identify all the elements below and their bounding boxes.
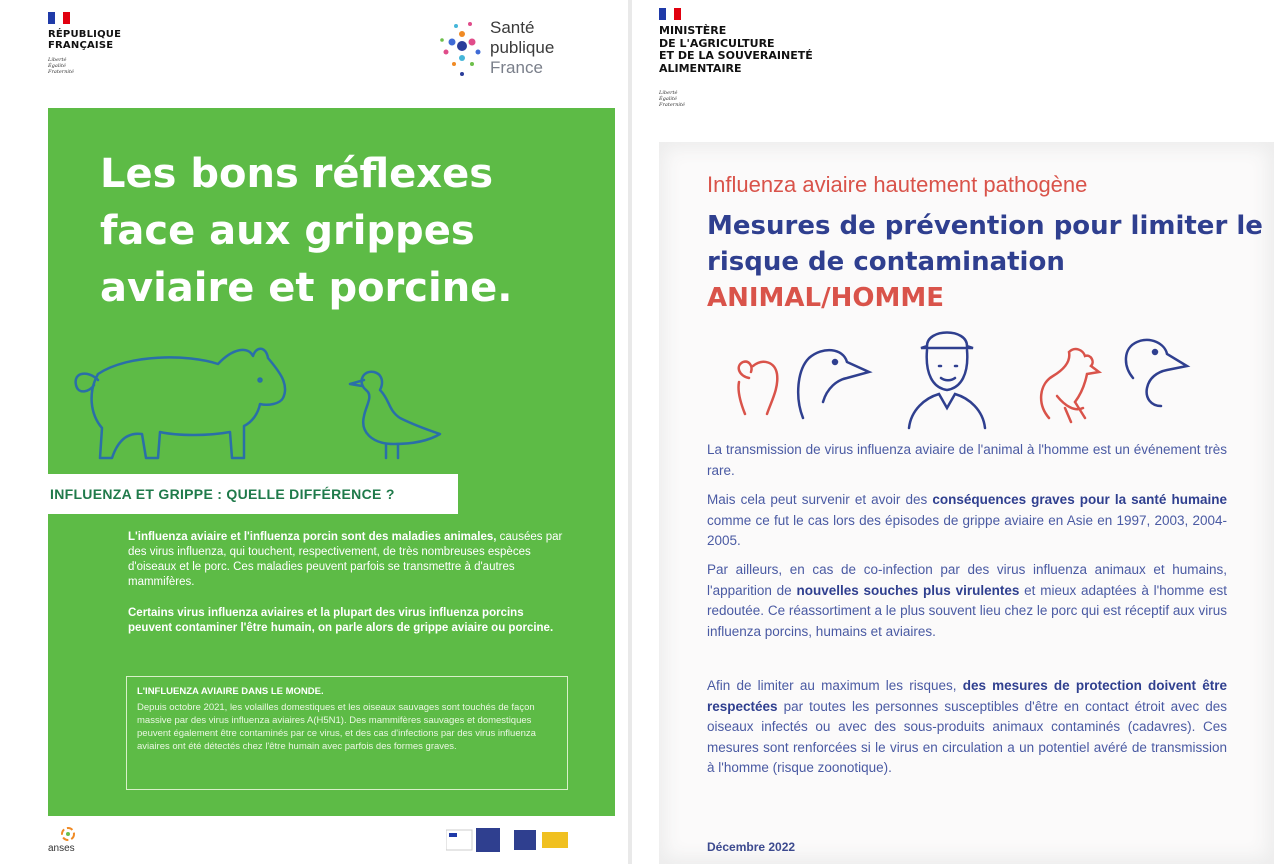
right-document <box>632 0 1274 864</box>
sheet-subtitle: Influenza aviaire hautement pathogène <box>707 172 1088 197</box>
box-body: Depuis octobre 2021, les volailles domestiques et les oiseaux sauvages sont touchés de façon massive par des virus influenza aviaires A(H5N1). Des mammifères sauvages et domestiques peuvent également être contaminés par ce virus, et des cas d'infections par des virus influenza aviaires ont été détectés chez l'être humain avec parfois des formes graves. <box>137 702 536 752</box>
p3-a: Par ailleurs, en cas de co-infection par des virus influenza animaux et humains, l'apparition de <box>707 562 1227 598</box>
poster-title: Les bons réflexes face aux grippes aviaire et porcine. <box>100 151 513 311</box>
p2-a: Mais cela peut survenir et avoir des <box>707 492 933 507</box>
p4-a: Afin de limiter au maximum les risques, <box>707 678 963 693</box>
p4-c: par toutes les personnes susceptibles d'être en contact étroit avec des oiseaux infectés ou avec des sous-produits animaux contaminés (cadavres). Ces mesures sont renforcées si le virus en circulation a un potentiel avéré de transmission à l'homme (risque zoonotique). <box>707 698 1227 775</box>
anses-wordmark: anses <box>48 843 75 854</box>
prevention-sheet <box>659 142 1274 864</box>
ministry-motto: Liberté Égalité Fraternité <box>659 90 685 108</box>
p1-bold: L'influenza aviaire et l'influenza porcin sont des maladies animales, <box>128 531 497 543</box>
republic-motto: Liberté Égalité Fraternité <box>48 57 74 75</box>
p2-b: conséquences graves pour la santé humaine <box>932 492 1227 507</box>
swan-icon <box>1126 340 1187 406</box>
rooster-icon <box>1041 349 1099 422</box>
p4-b: des mesures de protection doivent être respectées <box>707 678 1227 714</box>
ministry-name: MINISTÈRE DE L'AGRICULTURE ET DE LA SOUVERAINETÉ ALIMENTAIRE <box>659 24 813 75</box>
spf-line-2: publique <box>490 38 555 57</box>
animals-illustration <box>68 340 488 470</box>
sheet-heading-accent: ANIMAL/HOMME <box>707 283 944 313</box>
difference-band <box>48 474 458 514</box>
green-poster-panel <box>48 108 615 816</box>
anses-logo-icon <box>60 826 76 842</box>
sheet-paragraph-3 <box>707 560 1227 642</box>
turkey-icon <box>738 362 777 414</box>
goose-icon <box>798 350 869 418</box>
spf-line-1: Santé <box>490 18 535 37</box>
p2-c: comme ce fut le cas lors des épisodes de grippe aviaire en Asie en 1997, 2003, 2004-2005. <box>707 512 1227 548</box>
republic-name: RÉPUBLIQUE FRANÇAISE <box>48 29 122 51</box>
spf-dots-icon <box>438 12 486 82</box>
p3-b: nouvelles souches plus virulentes <box>796 582 1020 598</box>
sheet-date: Décembre 2022 <box>707 840 796 854</box>
poster-paragraph-1 <box>128 530 568 590</box>
poster-paragraph-2: Certains virus influenza aviaires et la plupart des virus influenza porcins peuvent contaminer l'être humain, on parle alors de grippe aviaire ou porcine. <box>128 607 554 634</box>
sheet-heading: Mesures de prévention pour limiter le risque de contamination <box>707 211 1263 277</box>
sheet-paragraph-2 <box>707 490 1227 552</box>
sheet-paragraph-4 <box>707 676 1227 779</box>
farmer-icon <box>909 333 985 429</box>
pig-icon <box>76 349 285 458</box>
marianne-flag-icon <box>48 12 70 24</box>
left-poster <box>0 0 628 864</box>
box-title: L'INFLUENZA AVIAIRE DANS LE MONDE. <box>137 686 324 697</box>
world-info-box <box>126 676 568 790</box>
p3-c: et mieux adaptées à l'homme est redoutée. Ce réassortiment a le plus souvent lieu chez le porc qui est réceptif aux virus influenza porcins, humains et aviaires. <box>707 582 1227 639</box>
sheet-paragraph-1: La transmission de virus influenza aviaire de l'animal à l'homme est un événement très rare. <box>707 442 1227 478</box>
p1-rest: causées par des virus influenza, qui touchent, respectivement, de très nombreuses espèces d'oiseaux et le porc. Ces maladies peuvent parfois se transmettre à d'autres mammifères. <box>128 531 563 588</box>
band-label: INFLUENZA ET GRIPPE : QUELLE DIFFÉRENCE ? <box>50 486 395 502</box>
spf-line-3: France <box>490 58 543 77</box>
marianne-flag-icon <box>659 8 681 20</box>
partner-logos-icon <box>446 826 570 854</box>
duck-icon <box>350 372 440 458</box>
animal-human-icons <box>719 318 1199 430</box>
spf-wordmark <box>490 18 554 78</box>
